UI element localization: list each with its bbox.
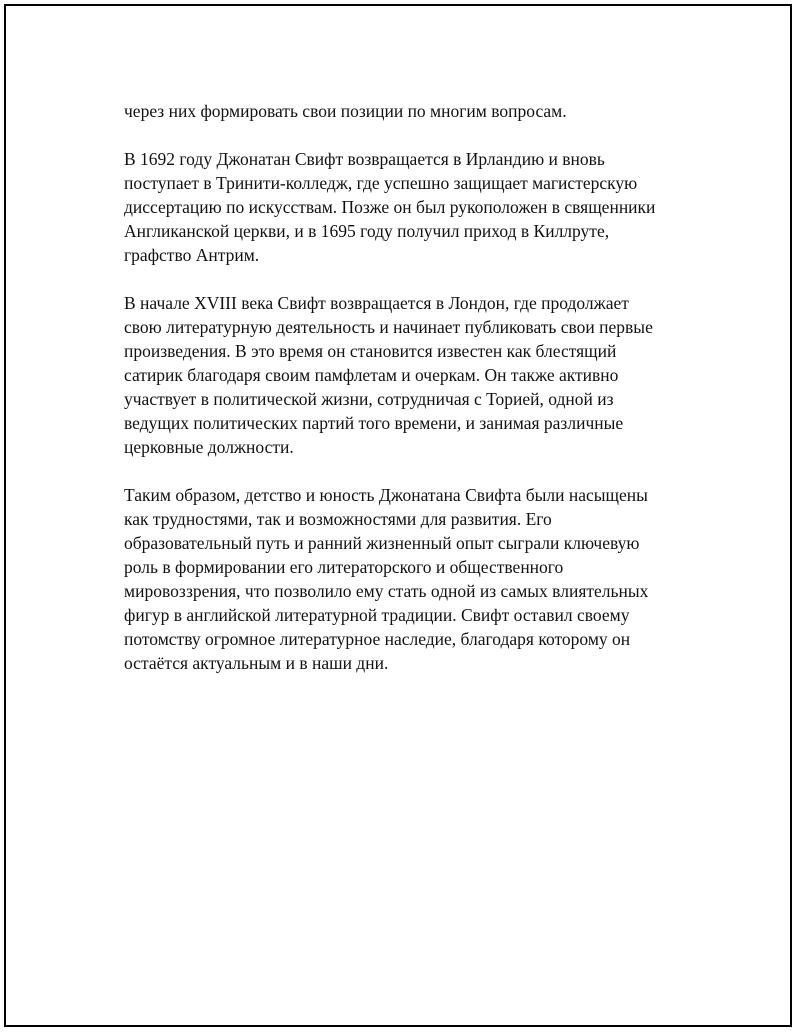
paragraph-2: [124, 147, 694, 267]
text-line: как трудностями, так и возможностями для развития. Его: [124, 509, 552, 529]
text-line: диссертацию по искусствам. Позже он был рукоположен в священники: [124, 197, 656, 217]
text-line: поступает в Тринити-колледж, где успешно защищает магистерскую: [124, 173, 638, 193]
text-line: Англиканской церкви, и в 1695 году получил приход в Киллруте,: [124, 221, 610, 241]
text-line: свою литературную деятельность и начинает публиковать свои первые: [124, 317, 653, 337]
text-line: церковные должности.: [124, 437, 294, 457]
text-line: образовательный путь и ранний жизненный опыт сыграли ключевую: [124, 533, 640, 553]
text-line: ведущих политических партий того времени, и занимая различные: [124, 413, 624, 433]
text-line: произведения. В это время он становится известен как блестящий: [124, 341, 617, 361]
text-line: остаётся актуальным и в наши дни.: [124, 653, 389, 673]
paragraph-1: [124, 99, 694, 123]
text-line: потомству огромное литературное наследие, благодаря которому он: [124, 629, 631, 649]
text-line: участвует в политической жизни, сотрудничая с Торией, одной из: [124, 389, 614, 409]
text-line: графство Антрим.: [124, 245, 260, 265]
text-line: Таким образом, детство и юность Джонатана Свифта были насыщены: [124, 485, 648, 505]
text-line: В 1692 году Джонатан Свифт возвращается в Ирландию и вновь: [124, 149, 605, 169]
text-line: через них формировать свои позиции по многим вопросам.: [124, 101, 567, 121]
text-line: фигур в английской литературной традиции. Свифт оставил своему: [124, 605, 630, 625]
document-body: [124, 99, 694, 699]
text-line: сатирик благодаря своим памфлетам и очеркам. Он также активно: [124, 365, 619, 385]
text-line: мировоззрения, что позволило ему стать одной из самых влиятельных: [124, 581, 649, 601]
paragraph-4: [124, 483, 694, 675]
page-frame: [4, 4, 792, 1027]
text-line: роль в формировании его литераторского и общественного: [124, 557, 564, 577]
text-line: В начале XVIII века Свифт возвращается в Лондон, где продолжает: [124, 293, 629, 313]
paragraph-3: [124, 291, 694, 459]
